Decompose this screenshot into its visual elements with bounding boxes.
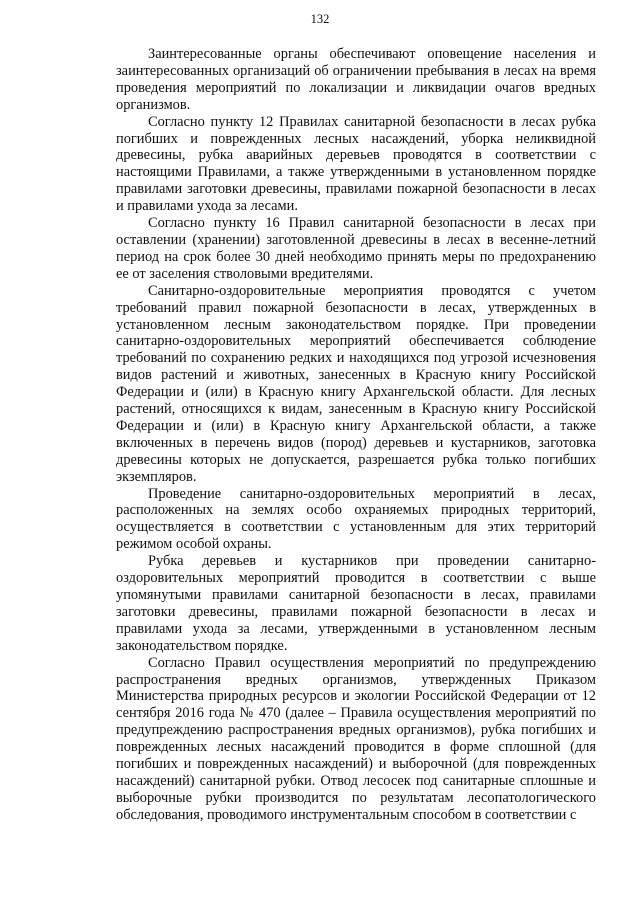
paragraph-7: Согласно Правил осуществления мероприятий по предупреждению распространения вредных организмов, утвержденных Приказом Министерства природных ресурсов и экологии Российской Федерации от 12 сентября 2016 года № 470 (далее – Правила осуществления мероприятий по предупреждению распространения вредных организмов), рубка погибших и поврежденных лесных насаждений проводится в форме сплошной (для погибших и поврежденных насаждений) и выборочной (для поврежденных насаждений) санитарной рубки. Отвод лесосек под санитарные сплошные и выборочные рубки производится по результатам лесопатологического обследования, проводимого инструментальным способом в соответствии с [116, 654, 596, 823]
paragraph-1: Заинтересованные органы обеспечивают оповещение населения и заинтересованных организаций об ограничении пребывания в лесах на время проведения мероприятий по локализации и ликвидации очагов вредных организмов. [116, 46, 596, 113]
paragraph-2: Согласно пункту 12 Правилах санитарной безопасности в лесах рубка погибших и поврежденных лесных насаждений, уборка неликвидной древесины, рубка аварийных деревьев проводятся в соответствии с настоящими Правилами, а также утвержденными в установленном порядке правилами заготовки древесины, правилами пожарной безопасности в лесах и правилами ухода за лесами. [116, 113, 596, 215]
page-number: 132 [310, 12, 330, 26]
paragraph-6: Рубка деревьев и кустарников при проведении санитарно-оздоровительных мероприятий проводится в соответствии с выше упомянутыми правилами санитарной безопасности в лесах, правилами заготовки древесины, правилами пожарной безопасности в лесах и правилами ухода за лесами, утвержденными в установленном лесным законодательством порядке. [116, 553, 596, 654]
paragraph-4: Санитарно-оздоровительные мероприятия проводятся с учетом требований правил пожарной безопасности в лесах, утвержденных в установленном лесным законодательством порядке. При проведении санитарно-оздоровительных мероприятий обеспечивается соблюдение требований по сохранению редких и находящихся под угрозой исчезновения видов растений и животных, занесенных в Красную книгу Российской Федерации и (или) в Красную книгу Архангельской области. Для лесных растений, относящихся к видам, занесенным в Красную книгу Российской Федерации и (или) в Красную книгу Архангельской области, а также включенных в перечень видов (пород) деревьев и кустарников, заготовка древесины которых не допускается, разрешается рубка только погибших экземпляров. [116, 282, 596, 485]
paragraph-3: Согласно пункту 16 Правил санитарной безопасности в лесах при оставлении (хранении) заготовленной древесины в лесах в весенне-летний период на срок более 30 дней необходимо принять меры по предохранению ее от заселения стволовыми вредителями. [116, 215, 596, 282]
paragraph-5: Проведение санитарно-оздоровительных мероприятий в лесах, расположенных на землях особо охраняемых природных территорий, осуществляется в соответствии с установленным для этих территорий режимом особой охраны. [116, 485, 596, 553]
body-text [116, 46, 596, 824]
